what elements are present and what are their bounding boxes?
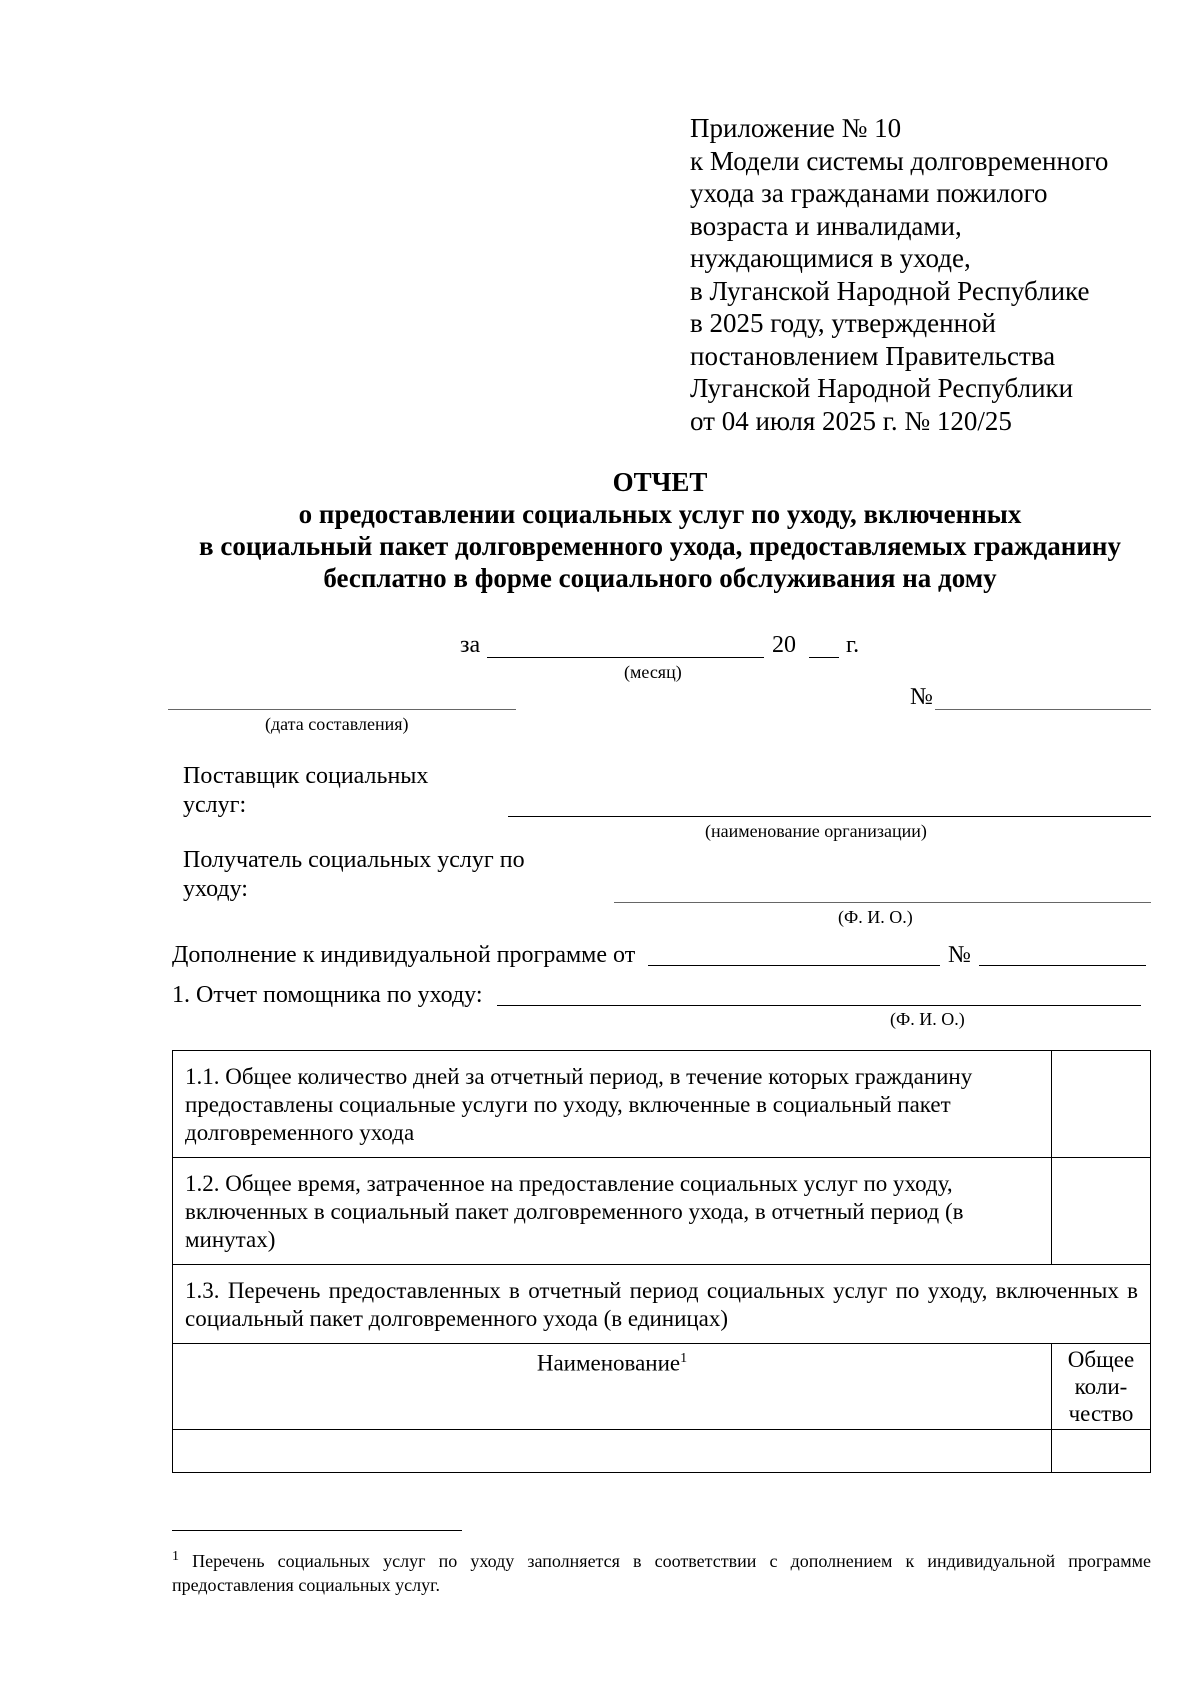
service-name-cell[interactable] [173,1430,1052,1473]
footnote-ref: 1 [680,1351,688,1366]
appendix-line: в 2025 году, утвержденной [690,308,997,338]
row-1-2-text: 1.2. Общее время, затраченное на предоставление социальных услуг по уходу, включенных в социальный пакет долговременного ухода, в отчетный период (в минутах) [173,1158,1052,1265]
footnote-mark: 1 [172,1549,179,1564]
appendix-line: в Луганской Народной Республике [690,275,1090,306]
provider-label [183,762,428,820]
table-row [173,1265,1151,1344]
provider-label-line: услуг: [183,792,247,818]
year-prefix: 20 [772,632,796,658]
row-1-3-text: 1.3. Перечень предоставленных в отчетный период социальных услуг по уходу, включенных в социальный пакет долговременного ухода (в единицах) [173,1265,1151,1344]
table-row [173,1430,1151,1473]
service-total-cell[interactable] [1052,1430,1151,1473]
assistant-label: 1. Отчет помощника по уходу: [172,982,483,1008]
recipient-label [183,846,525,904]
row-1-1-text: 1.1. Общее количество дней за отчетный период, в течение которых гражданину предоставлены социальные услуги по уходу, включенные в социальный пакет долговременного ухода [173,1051,1052,1158]
report-subtitle-line: бесплатно в форме социального обслуживания на дому [323,563,997,593]
table-row [173,1158,1151,1265]
report-subtitle-line: в социальный пакет долговременного ухода, предоставляемых гражданину [199,531,1121,561]
row-1-1-value[interactable] [1052,1051,1151,1158]
appendix-line: постановлением Правительства [690,340,1056,371]
date-field[interactable] [168,709,516,710]
provider-label-line: Поставщик социальных [183,763,429,789]
report-table [172,1050,1151,1473]
appendix-line: возраста и инвалидами, [690,210,962,241]
recipient-label-line: Получатель социальных услуг по [183,847,525,873]
assistant-caption: (Ф. И. О.) [890,1009,965,1029]
table-header-row [173,1344,1151,1430]
appendix-line: к Модели системы долговременного [690,145,1109,176]
table-row [173,1051,1151,1158]
recipient-field[interactable] [614,902,1151,903]
provider-field[interactable] [508,816,1151,817]
supplement-number-field[interactable] [979,965,1146,966]
report-title [100,466,1200,594]
appendix-line: нуждающимися в уходе, [690,243,971,273]
appendix-line: ухода за гражданами пожилого [690,178,1048,208]
provider-caption: (наименование организации) [705,821,927,841]
appendix-line: Приложение № 10 [690,113,902,143]
assistant-field[interactable] [497,1005,1141,1006]
appendix-block [690,112,1160,437]
row-1-2-value[interactable] [1052,1158,1151,1265]
number-field[interactable] [935,709,1151,710]
column-header-name-label: Наименование [536,1350,681,1376]
footnote-text: Перечень социальных услуг по уходу заполняется в соответствии с дополнением к индивидуальной программе предоставления социальных услуг. [172,1551,1152,1595]
footnote-separator [172,1530,462,1531]
column-header-name [173,1344,1052,1430]
recipient-caption: (Ф. И. О.) [838,907,913,927]
date-caption: (дата составления) [265,714,409,734]
year-suffix: г. [846,632,860,658]
year-field[interactable] [809,657,839,658]
footnote [172,1545,1151,1597]
report-heading: ОТЧЕТ [612,467,708,497]
month-field[interactable] [487,657,764,658]
number-label: № [910,684,933,710]
period-prefix: за [460,632,481,658]
supplement-date-field[interactable] [648,965,940,966]
month-caption: (месяц) [624,662,682,682]
supplement-label: Дополнение к индивидуальной программе от [172,942,636,968]
recipient-label-line: уходу: [183,876,248,902]
appendix-line: Луганской Народной Республики [690,373,1074,403]
column-header-total: Общее коли-чество [1052,1344,1151,1430]
report-subtitle-line: о предоставлении социальных услуг по уходу, включенных [298,499,1022,529]
supplement-number-label: № [948,942,971,968]
appendix-line: от 04 июля 2025 г. № 120/25 [690,405,1012,436]
